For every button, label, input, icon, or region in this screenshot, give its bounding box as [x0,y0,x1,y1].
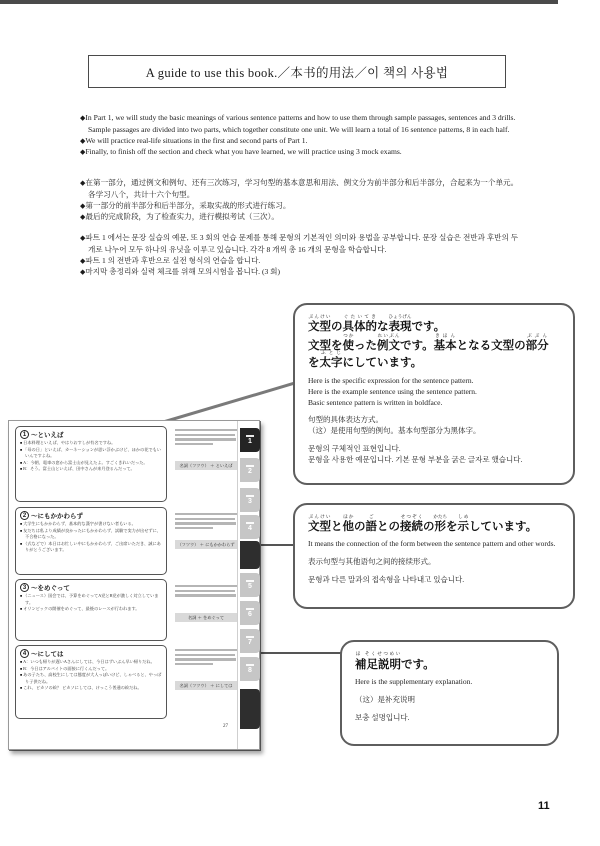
tab-label-mark [246,580,254,582]
intro-bullet: ◆ Finally, to finish off the section and check what you have learned, we will practice using 3 mock exams. [80,146,522,158]
tab-label-mark [246,435,254,437]
callout-connection-form [293,503,575,609]
pattern-item [15,426,167,502]
intro-bullet: ◆ 마지막 총정리와 실력 체크를 위해 모의시험을 봅니다. (3 회) [80,266,522,278]
callout-heading-japanese: 文型ぶんけいの具体的ぐたいてきな表現ひょうげんです。 [308,315,446,333]
pattern-title: ～にもかかわらず [31,512,83,520]
callout-text-line: 句型的具体表达方式。 [308,415,383,425]
tab-number: 2 [248,467,252,475]
example-line: ■ これ、ピカソの絵？ ピカソにしては、けっこう普通の絵だね。 [20,685,162,692]
tab-label-mark [246,522,254,524]
annotation-block [175,429,237,470]
callout-text-line: Here is the supplementary explanation. [355,677,473,687]
unit-tab-5 [240,573,260,597]
callout-language-group [308,444,560,466]
fine-print-line [175,438,236,440]
example-line: ■ （ニュース）国会では、予算をめぐってA党とB党が激しく対立しています。 [20,593,162,606]
fine-print-line [175,663,213,665]
tab-label-mark [246,608,254,610]
unit-tab-8 [240,657,260,681]
example-line: ■ （式などで）本日はお忙しい中にもかかわらず、ご出席いただき、誠にありがとうございます。 [20,541,162,554]
sample-page-number: 27 [223,724,228,729]
fine-print-line [175,434,235,436]
callout-text-line: Basic sentence pattern is written in boldface. [308,397,443,407]
fine-print-line [175,649,237,651]
callout-body [308,539,560,586]
callout-text-line: Here is the example sentence using the sentence pattern. [308,386,477,396]
callout-text-line: 문형의 구체적인 표현입니다. [308,444,401,454]
fine-print-line [175,443,213,445]
intro-bullet: ◆ 第一部分的前半部分和后半部分，采取实战的形式进行练习。 [80,200,522,212]
tab-label-mark [246,664,254,666]
pattern-header [20,430,162,439]
column-divider [237,421,238,749]
example-line: ■ あの子たち、高校生にしては態度が大人っぽいけど、しゃべると、やっぱり子供だね。 [20,672,162,685]
connection-form-box: 名詞（フツウ） ＋ といえば [175,461,237,470]
example-line: ■ A：いつも帰りが遅いAさんにしては、今日はずいぶん早い帰りだね。 [20,659,162,666]
intro-chinese [80,177,522,223]
callout-supplementary-note [340,640,559,746]
fine-print-line [175,527,213,529]
pattern-item [15,645,167,719]
intro-bullet: ◆ 最后的完成阶段，为了检查实力，进行模拟考试（三次）。 [80,211,522,223]
tab-number: 6 [248,610,252,618]
callout-heading-japanese: 補足説明ほ そくせつめいです。 [355,652,435,671]
unit-tab-3 [240,488,260,512]
pattern-item [15,579,167,641]
section-tab-dark [240,541,260,569]
tab-number: 8 [248,666,252,674]
unit-tab-7 [240,629,260,653]
example-line: ■ 「母の日」といえば、カーネーションが思い浮かぶけど、ほかの花でもいいんですよね。 [20,447,162,460]
pattern-header [20,583,162,592]
pattern-number-badge: 1 [20,430,29,439]
callout-language-group [308,557,560,568]
example-line: ■ オリンピックの開催をめぐって、最後のレースが行われます。 [20,606,162,613]
connection-form-box: 名詞（フツウ） ＋ にしては [175,681,237,690]
connection-form-box: （フツウ） ＋ にもかかわらず [175,540,237,549]
callout-heading-japanese: 文型を使つかった例文れいぶんです。基本きほんとなる文型の部分ぶぶんを太字ふとじにしています。 [308,334,549,370]
intro-bullet: ◆ In Part 1, we will study the basic meanings of various sentence patterns and how to use them through sample passages, sentences and 3 drills. Sample passages are divided into two parts, which together constitute one unit. We will learn a total of 16 sentence patterns, 8 in each half. [80,112,522,135]
callout-language-group [308,376,560,409]
pattern-header [20,649,162,658]
callout-text-line: 문형을 사용한 예문입니다. 기본 문형 부분을 굵은 글자로 했습니다. [308,455,523,464]
annotation-block [175,649,237,690]
callout-text-line: （这）是补充说明 [355,695,415,705]
tab-label-mark [246,636,254,638]
callout-text-line: 表示句型与其他语句之间的接续形式。 [308,557,436,567]
fine-print-line [175,513,237,515]
callout-pattern-expression [293,303,575,485]
pattern-number-badge: 2 [20,511,29,520]
intro-bullet: ◆ We will practice real-life situations in the first and second parts of Part 1. [80,135,522,147]
callout-language-group [355,713,544,724]
unit-tab-6 [240,601,260,625]
annotation-block [175,585,237,622]
page-title: A guide to use this book.／本书的用法／이 책의 사용법 [88,55,506,88]
fine-print-line [175,522,236,524]
pattern-title: ～にしては [31,650,64,658]
callout-language-group [308,539,560,550]
example-line: ■ B：そう。富士山といえば、田中さんが来月登るんだって。 [20,466,162,473]
unit-tab-4 [240,515,260,539]
pattern-title: ～といえば [31,431,64,439]
intro-bullet: ◆ 파트 1 에서는 문장 실습의 예문, 또 3 회의 연습 문제를 통해 문형의 기본적인 의미와 용법을 공부합니다. 문장 실습은 전반과 후반의 두 개로 나누어 모두 하나의 유닛을 이루고 있습니다. 각각 8 개씩 총 16 개의 문형을 학습합니다. [80,232,522,255]
tab-number: 1 [248,437,252,445]
fine-print-line [175,590,235,592]
callout-language-group [308,575,560,586]
tab-number: 7 [248,638,252,646]
example-line: ■ 日本料理といえば、やはりおすしが有名ですね。 [20,440,162,447]
fine-print-line [175,585,237,587]
fine-print-line [175,594,236,596]
section-tab-dark [240,689,260,729]
example-line: ■ A：今朝、電車の窓から富士山が見えたよ。すごくきれいだった。 [20,460,162,467]
intro-korean [80,232,522,278]
unit-tab-1 [240,428,260,452]
pattern-title: ～をめぐって [31,584,70,592]
tab-number: 4 [248,524,252,532]
tab-label-mark [246,465,254,467]
page-number: 11 [538,800,550,812]
callout-language-group [355,677,544,688]
intro-bullet: ◆ 파트 1 의 전반과 후반으로 실전 형식의 연습을 합니다. [80,255,522,267]
pattern-number-badge: 4 [20,649,29,658]
unit-tab-2 [240,458,260,482]
callout-language-group [308,415,560,437]
intro-english [80,112,522,158]
callout-text-line: 보충 설명입니다. [355,713,410,723]
callout-language-group [355,695,544,706]
callout-text-line: Here is the specific expression for the sentence pattern. [308,375,474,385]
intro-bullet: ◆ 在第一部分，通过例文和例句、还有三次练习，学习句型的基本意思和用法、例文分为前半部分和后半部分，合起来为一个单元。各学习八个，共计十六个句型。 [80,177,522,200]
example-line: ■ B：今日はアルバイトの面接に行くんだって。 [20,666,162,673]
pattern-item [15,507,167,575]
scan-edge-bar [0,0,558,4]
pattern-number-badge: 3 [20,583,29,592]
connection-form-box: 名詞 ＋ をめぐって [175,613,237,622]
fine-print-line [175,429,237,431]
fine-print-line [175,518,235,520]
callout-body [308,376,560,466]
tab-number: 5 [248,582,252,590]
callout-text-line: （这）是使用句型的例句。基本句型部分为黑体字。 [308,426,481,436]
callout-heading-japanese: 文型ぶんけいと他ほかの語ごとの接続せつぞくの形かたちを示しめしています。 [308,515,538,533]
example-line: ■ 大学生にもかかわらず、基本的な漢字が書けない者もいる。 [20,521,162,528]
sample-page-thumbnail [8,420,260,750]
fine-print-line [175,658,236,660]
annotation-block [175,513,237,549]
fine-print-line [175,654,235,656]
callout-text-line: It means the connection of the form between the sentence pattern and other words. [308,539,556,549]
callout-body [355,677,544,724]
callout-text-line: 문형과 다른 말과의 접속형을 나타내고 있습니다. [308,575,465,585]
tab-number: 3 [248,497,252,505]
example-line: ■ 友だちは私より成績が良かったにもかかわらず、試験で実力が出せずに、不合格になった。 [20,528,162,541]
pattern-header [20,511,162,520]
tab-label-mark [246,495,254,497]
